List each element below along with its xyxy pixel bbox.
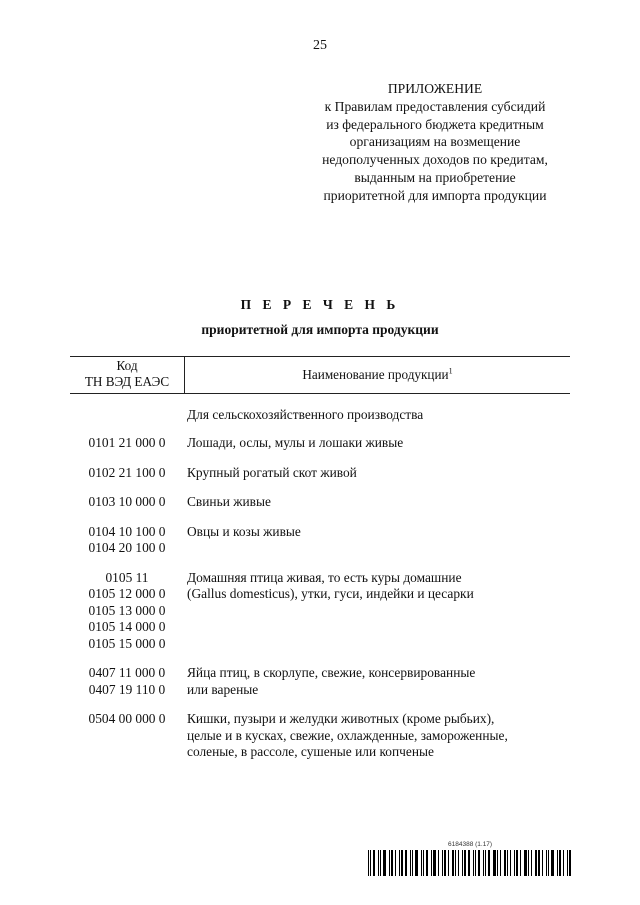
barcode-bar xyxy=(383,850,386,876)
product-name: Крупный рогатый скот живой xyxy=(187,464,357,480)
product-name: Домашняя птица живая, то есть куры домашние xyxy=(187,569,462,585)
barcode-bar xyxy=(455,850,456,876)
header-code-line: Код xyxy=(116,358,138,373)
barcode-bar xyxy=(500,850,501,876)
barcode-bar xyxy=(464,850,467,876)
barcode-bar xyxy=(423,850,424,876)
row-codes xyxy=(70,665,184,698)
barcode-bar xyxy=(378,850,379,876)
row-codes xyxy=(70,494,184,511)
product-code: 0105 13 000 0 xyxy=(88,602,166,618)
product-table xyxy=(70,356,570,759)
appendix-block xyxy=(300,80,570,205)
product-code: 0105 14 000 0 xyxy=(88,619,166,634)
barcode-bar xyxy=(444,850,446,876)
barcode-bar xyxy=(510,850,511,876)
row-codes xyxy=(70,465,184,482)
barcode-bar xyxy=(473,850,474,876)
appendix-line: недополученных доходов по кредитам, xyxy=(322,152,548,168)
document-title: П Е Р Е Ч Е Н Ь xyxy=(240,297,400,312)
barcode-bar xyxy=(569,850,571,876)
barcode-bar xyxy=(410,850,411,876)
product-name: Кишки, пузыри и желудки животных (кроме рыбьих), xyxy=(187,711,495,726)
barcode-bar xyxy=(370,850,371,876)
barcode-bar xyxy=(399,850,400,876)
header-code xyxy=(70,358,184,390)
barcode-bar xyxy=(546,850,547,876)
table-header xyxy=(70,357,570,393)
barcode-bar xyxy=(567,850,568,876)
barcode-bar xyxy=(442,850,443,876)
product-name: соленые, в рассоле, сушеные или копченые xyxy=(187,744,434,759)
barcode-bar xyxy=(524,850,527,876)
product-code: 0104 20 100 0 xyxy=(88,540,166,555)
product-code: 0105 12 000 0 xyxy=(88,586,166,601)
barcode-bar xyxy=(542,850,543,876)
header-name xyxy=(185,367,570,383)
barcode-bar xyxy=(528,850,529,876)
barcode-bar xyxy=(395,850,396,876)
row-names xyxy=(187,465,570,482)
product-code: 0407 19 110 0 xyxy=(88,681,166,697)
table-row xyxy=(70,465,570,482)
barcode-image xyxy=(368,850,573,876)
product-name: Свиньи живые xyxy=(187,494,271,509)
barcode-bar xyxy=(551,850,554,876)
row-names xyxy=(187,570,570,603)
product-code: 0407 11 000 0 xyxy=(88,665,166,680)
product-name: Овцы и козы живые xyxy=(187,523,301,539)
product-code: 0104 10 100 0 xyxy=(88,523,166,539)
barcode-bar xyxy=(421,850,422,876)
product-name: (Gallus domesticus), утки, гуси, индейки и цесарки xyxy=(187,586,474,601)
barcode-bar xyxy=(391,850,393,876)
barcode-bar xyxy=(507,850,508,876)
product-code: 0504 00 000 0 xyxy=(88,711,166,726)
row-names xyxy=(187,711,570,761)
row-names xyxy=(187,494,570,511)
footnote-mark: 1 xyxy=(448,366,453,376)
barcode-bar xyxy=(559,850,561,876)
barcode-bar xyxy=(531,850,532,876)
product-name: или вареные xyxy=(187,681,259,697)
barcode-bar xyxy=(504,850,506,876)
table-row xyxy=(70,570,570,653)
barcode-bar xyxy=(380,850,381,876)
row-codes xyxy=(70,570,184,653)
appendix-line: из федерального бюджета кредитным xyxy=(326,116,544,132)
page-number: 25 xyxy=(313,38,327,53)
barcode-bar xyxy=(452,850,454,876)
barcode-bar xyxy=(483,850,484,876)
product-code: 0101 21 000 0 xyxy=(88,435,166,450)
header-name-text: Наименование продукции xyxy=(302,367,449,382)
table-row xyxy=(70,494,570,511)
document-subtitle: приоритетной для импорта продукции xyxy=(201,322,439,337)
barcode-bar xyxy=(412,850,413,876)
product-code: 0105 15 000 0 xyxy=(88,635,166,651)
barcode-bar xyxy=(514,850,515,876)
product-name: Яйца птиц, в скорлупе, свежие, консервированные xyxy=(187,665,476,680)
barcode-label: 6184388 (1.17) xyxy=(448,841,493,848)
product-code: 0105 11 xyxy=(105,569,149,585)
barcode-bar xyxy=(493,850,496,876)
table-body xyxy=(70,435,570,774)
barcode-bar xyxy=(485,850,486,876)
header-code-line: ТН ВЭД ЕАЭС xyxy=(84,374,170,389)
barcode-bar xyxy=(516,850,518,876)
row-codes xyxy=(70,524,184,557)
product-code: 0103 10 000 0 xyxy=(88,494,166,509)
barcode-bar xyxy=(468,850,470,876)
appendix-line: выданным на приобретение xyxy=(354,169,516,185)
row-names xyxy=(187,524,570,541)
barcode-bar xyxy=(405,850,407,876)
barcode-bar xyxy=(431,850,432,876)
barcode-bar xyxy=(458,850,459,876)
barcode-bar xyxy=(548,850,549,876)
table-row xyxy=(70,524,570,557)
barcode-bar xyxy=(563,850,564,876)
barcode-bar xyxy=(538,850,540,876)
appendix-line: приоритетной для импорта продукции xyxy=(323,187,547,203)
row-codes xyxy=(70,435,184,452)
table-header-rule xyxy=(70,393,570,394)
table-row xyxy=(70,435,570,452)
row-names xyxy=(187,665,570,698)
row-names xyxy=(187,435,570,452)
product-name: целые и в кусках, свежие, охлажденные, замороженные, xyxy=(187,727,508,743)
table-row xyxy=(70,711,570,761)
barcode-bar xyxy=(368,850,369,876)
barcode-bar xyxy=(426,850,428,876)
barcode-bar xyxy=(520,850,521,876)
appendix-heading: ПРИЛОЖЕНИЕ xyxy=(387,81,483,96)
table-row xyxy=(70,665,570,698)
barcode-bar xyxy=(448,850,449,876)
appendix-line: организациям на возмещение xyxy=(349,134,521,150)
barcode-bar xyxy=(401,850,403,876)
barcode-bar xyxy=(433,850,436,876)
product-code: 0102 21 100 0 xyxy=(88,464,166,480)
barcode-bar xyxy=(497,850,498,876)
barcode-bar xyxy=(462,850,463,876)
barcode-bar xyxy=(488,850,490,876)
section-heading: Для сельскохозяйственного производства xyxy=(187,407,424,422)
barcode-bar xyxy=(478,850,480,876)
barcode-bar xyxy=(475,850,476,876)
barcode-bar xyxy=(389,850,390,876)
barcode-bar xyxy=(535,850,537,876)
barcode-bar xyxy=(438,850,439,876)
row-codes xyxy=(70,711,184,728)
barcode-bar xyxy=(415,850,418,876)
appendix-line: к Правилам предоставления субсидий xyxy=(324,98,546,114)
barcode-bar xyxy=(373,850,375,876)
barcode-bar xyxy=(557,850,558,876)
product-name: Лошади, ослы, мулы и лошаки живые xyxy=(187,435,404,450)
